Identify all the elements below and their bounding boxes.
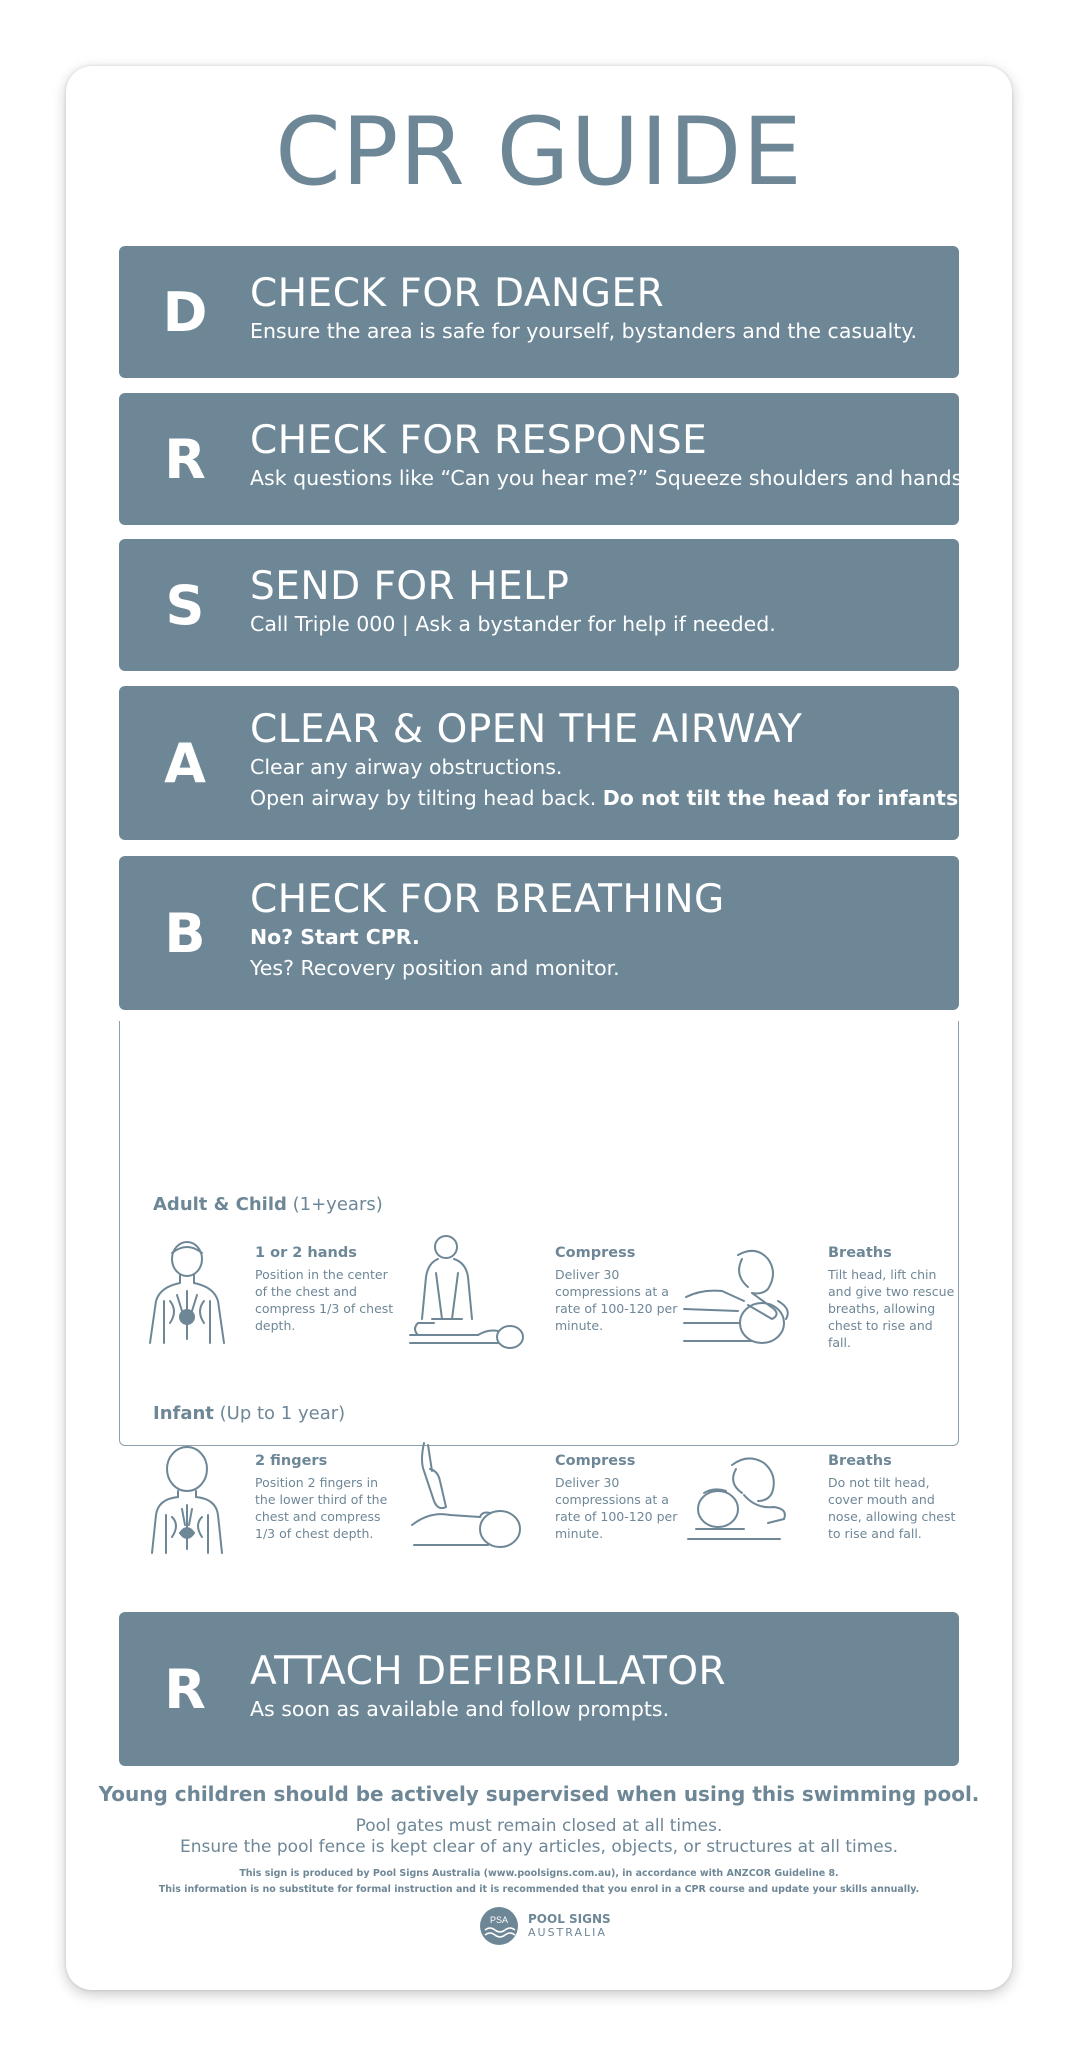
section-heading-rest: (1+years)	[292, 1194, 383, 1215]
step-description: Ask questions like “Can you hear me?” Squeeze shoulders and hands.	[250, 466, 969, 490]
infant-cell-fingers	[255, 1451, 395, 1542]
step-title: CLEAR & OPEN THE AIRWAY	[250, 707, 803, 752]
step-letter: A	[164, 731, 206, 795]
step-text: Open airway by tilting head back.	[250, 786, 597, 810]
step-letter: R	[164, 427, 206, 491]
step-description-2: Yes? Recovery position and monitor.	[250, 956, 620, 980]
cell-description: Do not tilt head, cover mouth and nose, allowing chest to rise and fall.	[828, 1475, 956, 1541]
adult-cell-hands	[255, 1243, 395, 1334]
cell-description: Position in the center of the chest and compress 1/3 of chest depth.	[255, 1267, 394, 1333]
cell-title: Breaths	[828, 1245, 892, 1261]
cell-title: 2 fingers	[255, 1453, 328, 1469]
step-response	[119, 393, 969, 525]
step-title: CHECK FOR DANGER	[250, 271, 665, 316]
cpr-guide-sign	[66, 66, 1012, 1990]
step-breathing	[119, 856, 959, 1010]
step-bold-text: Do not tilt the head for infants.	[602, 786, 966, 810]
page-title: CPR GUIDE	[275, 98, 803, 207]
cell-title: Compress	[555, 1453, 636, 1469]
adult-cell-breaths	[828, 1243, 956, 1351]
cell-description: Deliver 30 compressions at a rate of 100-120 per minute.	[555, 1475, 678, 1541]
step-danger	[119, 246, 959, 378]
step-letter: B	[164, 901, 206, 965]
logo-mark: PSA	[489, 1915, 509, 1925]
step-description: Clear any airway obstructions.	[250, 755, 563, 779]
step-title: SEND FOR HELP	[250, 564, 570, 609]
step-description: No? Start CPR.	[250, 925, 420, 949]
adult-rescue-breath-icon	[682, 1245, 802, 1349]
infant-compression-icon	[410, 1441, 526, 1557]
logo-subtitle: AUSTRALIA	[528, 1926, 607, 1939]
step-letter: R	[164, 1657, 206, 1721]
step-description: Ensure the area is safe for yourself, bystanders and the casualty.	[250, 319, 918, 343]
infant-cell-compress	[555, 1451, 695, 1542]
fine-print-source: This sign is produced by Pool Signs Australia (www.poolsigns.com.au), in accordance with ANZCOR Guideline 8.	[239, 1868, 839, 1879]
step-title: ATTACH DEFIBRILLATOR	[250, 1649, 727, 1694]
step-description: As soon as available and follow prompts.	[250, 1697, 670, 1721]
fine-print-disclaimer: This information is no substitute for formal instruction and it is recommended that you enrol in a CPR course and update your skills annually.	[158, 1884, 920, 1895]
step-title: CHECK FOR RESPONSE	[250, 418, 708, 463]
step-defibrillator	[119, 1612, 959, 1766]
infant-torso-fingers-icon	[144, 1445, 230, 1561]
cell-title: Breaths	[828, 1453, 892, 1469]
cell-title: Compress	[555, 1245, 636, 1261]
adult-section-heading	[153, 1194, 383, 1215]
step-letter: S	[165, 573, 205, 637]
fence-rule: Ensure the pool fence is kept clear of any articles, objects, or structures at all times.	[179, 1837, 899, 1857]
cell-description: Tilt head, lift chin and give two rescue breaths, allowing chest to rise and fall.	[828, 1267, 955, 1350]
psa-wave-logo-icon	[479, 1906, 519, 1946]
logo-name: POOL SIGNS	[528, 1912, 611, 1926]
infant-cell-breaths	[828, 1451, 956, 1542]
section-heading-bold: Adult & Child	[153, 1194, 287, 1215]
section-heading-rest: (Up to 1 year)	[219, 1403, 346, 1424]
infant-rescue-breath-icon	[684, 1453, 800, 1549]
cpr-detail-panel	[119, 1021, 959, 1541]
section-heading-bold: Infant	[153, 1403, 214, 1424]
gate-rule: Pool gates must remain closed at all times.	[355, 1816, 723, 1836]
adult-cell-compress	[555, 1243, 695, 1334]
step-airway	[119, 686, 966, 840]
step-send-help	[119, 539, 959, 671]
step-description: Call Triple 000 | Ask a bystander for help if needed.	[250, 612, 776, 636]
step-title: CHECK FOR BREATHING	[250, 877, 725, 922]
cell-description: Deliver 30 compressions at a rate of 100-120 per minute.	[555, 1267, 678, 1333]
adult-torso-hand-icon	[144, 1239, 230, 1351]
supervision-warning: Young children should be actively supervised when using this swimming pool.	[98, 1782, 980, 1806]
infant-section-heading	[153, 1403, 345, 1424]
step-letter: D	[162, 280, 208, 344]
step-description-2	[250, 783, 966, 814]
adult-compression-icon	[408, 1233, 530, 1359]
pool-signs-logo	[479, 1906, 611, 1946]
cell-title: 1 or 2 hands	[255, 1245, 357, 1261]
cell-description: Position 2 fingers in the lower third of the chest and compress 1/3 of chest depth.	[255, 1475, 388, 1541]
